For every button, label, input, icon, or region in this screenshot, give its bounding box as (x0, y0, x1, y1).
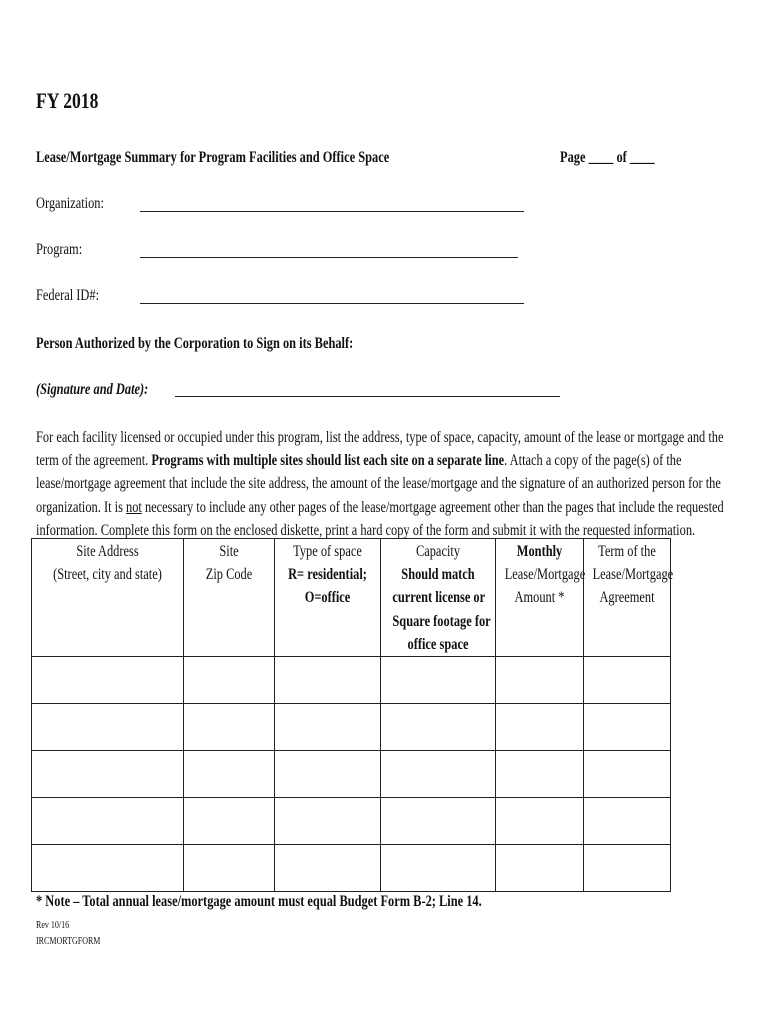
table-cell-capacity[interactable] (381, 798, 496, 845)
organization-field[interactable] (140, 211, 524, 212)
table-row (32, 704, 671, 751)
column-header-site-zip-code: Site Zip Code (184, 539, 275, 657)
table-cell-site-zip-code[interactable] (184, 845, 275, 892)
signature-date-field[interactable] (175, 396, 560, 397)
table-cell-site-address[interactable] (32, 798, 184, 845)
column-header-lease-term: Term of the Lease/Mortgage Agreement (584, 539, 671, 657)
table-header-row (32, 539, 671, 657)
page-number-label: Page ____ of ____ (560, 149, 655, 166)
table-cell-lease-term[interactable] (584, 657, 671, 704)
authorized-person-heading: Person Authorized by the Corporation to Sign on its Behalf: (36, 335, 354, 352)
table-cell-monthly-amount[interactable] (496, 751, 584, 798)
instructions-paragraph: For each facility licensed or occupied under this program, list the address, type of space, capacity, amount of the lease or mortgage and the term of the agreement. Programs with multiple sites should list each site on a separate line. Attach a copy of the page(s) of the lease/mortgage agreement that include the site address, the amount of the lease/mortgage and the signature of an authorized person for the organization. It is not necessary to include any other pages of the lease/mortgage agreement other than the pages that include the requested information. Complete this form on the enclosed diskette, print a hard copy of the form and submit it with the requested information. (36, 429, 724, 539)
table-cell-lease-term[interactable] (584, 798, 671, 845)
column-header-capacity: Capacity Should match current license or Square footage for office space (381, 539, 496, 657)
table-cell-site-zip-code[interactable] (184, 704, 275, 751)
table-cell-site-address[interactable] (32, 704, 184, 751)
column-header-monthly-amount: Monthly Lease/Mortgage Amount * (496, 539, 584, 657)
program-label: Program: (36, 241, 83, 258)
revision-label: Rev 10/16 (36, 920, 70, 931)
budget-note: * Note – Total annual lease/mortgage amount must equal Budget Form B-2; Line 14. (36, 893, 482, 910)
column-header-type-of-space: Type of space R= residential; O=office (275, 539, 381, 657)
lease-summary-table (31, 538, 674, 892)
organization-label: Organization: (36, 195, 104, 212)
column-header-site-address: Site Address (Street, city and state) (32, 539, 184, 657)
table-cell-lease-term[interactable] (584, 751, 671, 798)
table-cell-type-of-space[interactable] (275, 704, 381, 751)
table-cell-type-of-space[interactable] (275, 845, 381, 892)
table-row (32, 751, 671, 798)
table-row (32, 798, 671, 845)
table-cell-type-of-space[interactable] (275, 798, 381, 845)
table-cell-capacity[interactable] (381, 845, 496, 892)
table-cell-monthly-amount[interactable] (496, 657, 584, 704)
table-cell-lease-term[interactable] (584, 845, 671, 892)
table-cell-capacity[interactable] (381, 751, 496, 798)
federal-id-field[interactable] (140, 303, 524, 304)
table-cell-capacity[interactable] (381, 704, 496, 751)
table-body (32, 657, 671, 892)
form-code-label: IRCMORTGFORM (36, 936, 101, 947)
table-cell-monthly-amount[interactable] (496, 798, 584, 845)
table-cell-capacity[interactable] (381, 657, 496, 704)
signature-date-label: (Signature and Date): (36, 381, 149, 398)
table-cell-site-address[interactable] (32, 657, 184, 704)
table-cell-lease-term[interactable] (584, 704, 671, 751)
table-cell-site-address[interactable] (32, 751, 184, 798)
table-cell-site-zip-code[interactable] (184, 751, 275, 798)
table-cell-site-address[interactable] (32, 845, 184, 892)
form-title: Lease/Mortgage Summary for Program Facilities and Office Space (36, 149, 390, 166)
table-cell-site-zip-code[interactable] (184, 798, 275, 845)
table-cell-type-of-space[interactable] (275, 657, 381, 704)
federal-id-label: Federal ID#: (36, 287, 100, 304)
table-cell-monthly-amount[interactable] (496, 704, 584, 751)
table-row (32, 657, 671, 704)
table-row (32, 845, 671, 892)
table-cell-type-of-space[interactable] (275, 751, 381, 798)
fiscal-year-title: FY 2018 (36, 88, 99, 113)
table-cell-site-zip-code[interactable] (184, 657, 275, 704)
program-field[interactable] (140, 257, 518, 258)
table-cell-monthly-amount[interactable] (496, 845, 584, 892)
